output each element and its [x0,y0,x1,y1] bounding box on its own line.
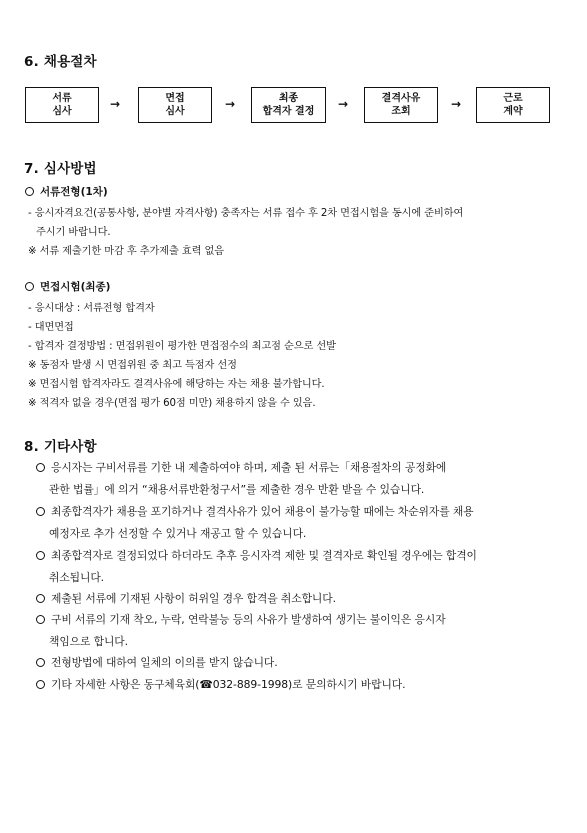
item-text: 최종합격자로 결정되었다 하더라도 추후 응시자격 제한 및 결격자로 확인될 경우에는 합격이 [51,549,477,562]
circle-bullet-icon [36,615,45,624]
section-6-title: 6. 채용절차 [24,54,97,70]
list-item-continuation: 책임으로 합니다. [49,635,128,648]
step-employment-contract [476,87,550,123]
step-label-line1: 결격사유 [381,93,421,104]
circle-bullet-icon [36,658,45,667]
list-item [36,612,446,627]
text-line: 주시기 바랍니다. [36,227,111,238]
note-line: ※ 적격자 없을 경우(면접 평가 60점 미만) 채용하지 않을 수 있음. [28,398,316,409]
step-label-line1: 면접 [165,93,185,104]
step-label-line2: 심사 [165,106,185,117]
interview-heading [25,279,110,294]
text-line: - 합격자 결정방법 : 면접위원이 평가한 면접점수의 최고점 순으로 선발 [28,341,336,352]
step-disqualification-check [364,87,438,123]
note-line: ※ 면접시험 합격자라도 결격사유에 해당하는 자는 채용 불가합니다. [28,379,325,390]
section-8-title: 8. 기타사항 [24,439,97,455]
doc-screening-heading [25,184,108,199]
list-item-continuation: 예정자로 추가 선정할 수 있거나 재공고 할 수 있습니다. [49,527,307,540]
text-line: - 대면면접 [28,322,74,333]
heading-text: 면접시험(최종) [40,281,111,293]
step-final-decision [251,87,326,123]
text-line: - 응시대상 : 서류전형 합격자 [28,303,155,314]
circle-bullet-icon [36,507,45,516]
step-label-line1: 근로 [503,93,523,104]
step-label-line1: 서류 [52,93,72,104]
note-line: ※ 서류 제출기한 마감 후 추가제출 효력 없음 [28,246,225,257]
step-label-line2: 심사 [52,106,72,117]
list-item [36,548,477,563]
flow-arrow: → [338,97,349,111]
note-line: ※ 동점자 발생 시 면접위원 중 최고 득점자 선정 [28,360,237,371]
heading-text: 서류전형(1차) [40,186,108,198]
list-item-continuation: 관한 법률」에 의거 “채용서류반환청구서”를 제출한 경우 반환 받을 수 있습니다. [49,483,425,496]
item-text: 구비 서류의 기재 착오, 누락, 연락불능 등의 사유가 발생하여 생기는 불이익은 응시자 [51,613,446,626]
flow-arrow: → [451,97,462,111]
circle-bullet-icon [36,594,45,603]
circle-bullet-icon [36,680,45,689]
circle-bullet-icon [25,187,34,196]
item-text: 최종합격자가 채용을 포기하거나 결격사유가 있어 채용이 불가능할 때에는 차순위자를 채용 [51,505,474,518]
item-text: 기타 자세한 사항은 동구체육회(☎032-889-1998)로 문의하시기 바랍니다. [51,678,406,691]
item-text: 전형방법에 대하여 일체의 이의를 받지 않습니다. [51,656,278,669]
circle-bullet-icon [36,463,45,472]
list-item [36,504,474,519]
list-item [36,460,446,475]
step-interview-review [138,87,212,123]
step-label-line2: 합격자 결정 [262,106,315,117]
list-item [36,677,405,692]
item-text: 응시자는 구비서류를 기한 내 제출하여야 하며, 제출 된 서류는「채용절차의 공정화에 [51,461,447,474]
item-text: 제출된 서류에 기재된 사항이 허위일 경우 합격을 취소합니다. [51,592,336,605]
step-label-line2: 조회 [391,106,411,117]
list-item-continuation: 취소됩니다. [49,571,104,584]
section-7-title: 7. 심사방법 [24,161,97,177]
flow-arrow: → [225,97,236,111]
step-label-line2: 계약 [503,106,523,117]
list-item [36,591,336,606]
circle-bullet-icon [25,282,34,291]
circle-bullet-icon [36,551,45,560]
text-line: - 응시자격요건(공통사항, 분야별 자격사항) 충족자는 서류 접수 후 2차 면접시험을 동시에 준비하여 [28,208,464,219]
flow-arrow: → [110,97,121,111]
list-item [36,655,278,670]
step-document-review [25,87,99,123]
step-label-line1: 최종 [278,93,299,104]
